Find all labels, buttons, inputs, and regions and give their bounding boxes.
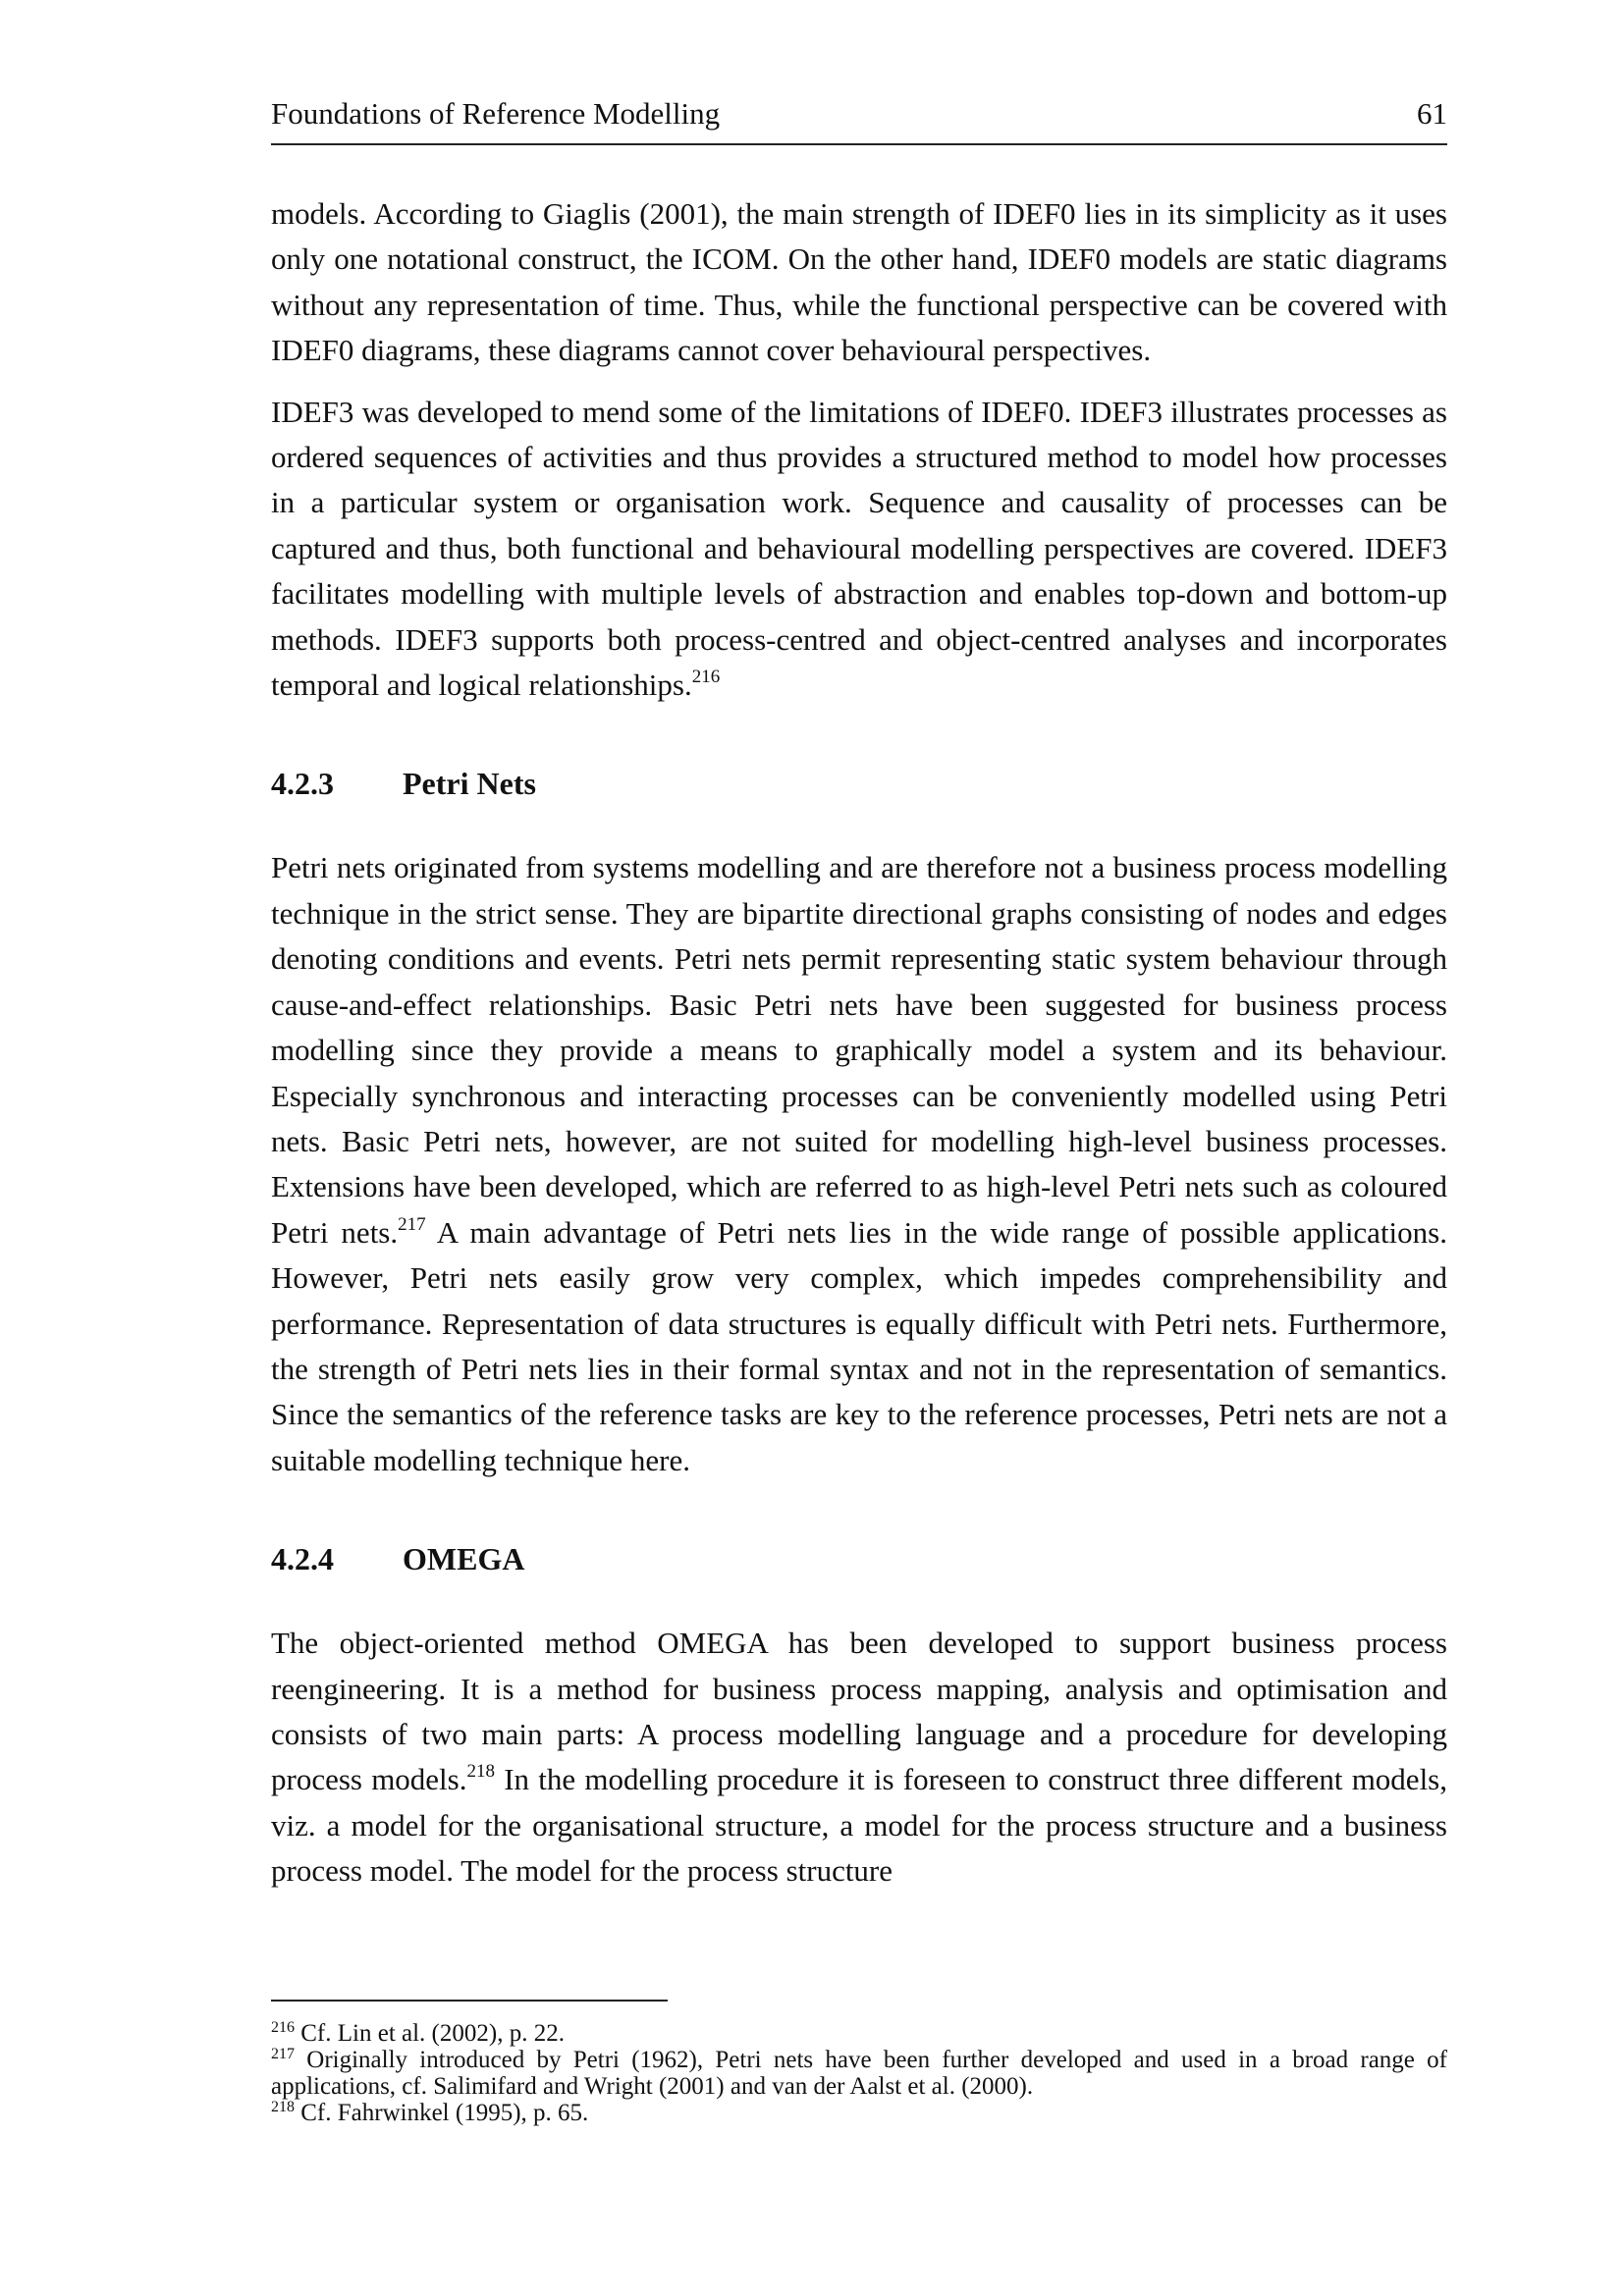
paragraph-text: Petri nets originated from systems modelling and are therefore not a business process modelling technique in the strict sense. They are bipartite directional graphs consisting of nodes and edges denoting conditions and events. Petri nets permit representing static system behaviour through cause-and-effect relationships. Basic Petri nets have been suggested for business process modelling since they provide a means to graphically model a system and its behaviour. Especially synchronous and interacting processes can be conveniently modelled using Petri nets. Basic Petri nets, however, are not suited for modelling high-level business processes. Extensions have been developed, which are referred to as high-level Petri nets such as coloured Petri nets. <box>271 850 1447 1250</box>
footnote-number: 217 <box>271 2046 295 2062</box>
footnote <box>271 2020 1447 2047</box>
footnote-ref: 217 <box>398 1213 426 1235</box>
paragraph <box>271 390 1447 709</box>
paragraph-text: models. According to Giaglis (2001), the main strength of IDEF0 lies in its simplicity as it uses only one notational construct, the ICOM. On the other hand, IDEF0 models are static diagrams without any representation of time. Thus, while the functional perspective can be covered with IDEF0 diagrams, these diagrams cannot cover behavioural perspectives. <box>271 196 1447 368</box>
paragraph <box>271 845 1447 1483</box>
paragraph-text: A main advantage of Petri nets lies in the wide range of possible applications. However, Petri nets easily grow very complex, which impedes comprehensibility and performance. Representation of data structures is equally difficult with Petri nets. Furthermore, the strength of Petri nets lies in their formal syntax and not in the representation of semantics. Since the semantics of the reference tasks are key to the reference processes, Petri nets are not a suitable modelling technique here. <box>271 1214 1447 1477</box>
footnote <box>271 2047 1447 2100</box>
footnote-divider <box>271 2000 668 2002</box>
header-title: Foundations of Reference Modelling <box>271 96 721 131</box>
section-heading-omega <box>271 1536 1447 1581</box>
paragraph-text: The object-oriented method OMEGA has been developed to support business process reengineering. It is a method for business process mapping, analysis and optimisation and consists of two main parts: A process modelling language and a procedure for developing process models. <box>271 1626 1447 1797</box>
paragraph-text: In the modelling procedure it is foreseen to construct three different models, viz. a model for the organisational structure, a model for the process structure and a business process model. The model for the process structure <box>271 1762 1447 1889</box>
section-title: OMEGA <box>403 1541 525 1577</box>
footnote-number: 216 <box>271 2019 295 2036</box>
footnote-text: Cf. Lin et al. (2002), p. 22. <box>295 2020 565 2047</box>
section-number: 4.2.3 <box>271 766 334 802</box>
running-header <box>271 94 1447 145</box>
paragraph-text: IDEF3 was developed to mend some of the limitations of IDEF0. IDEF3 illustrates processes as ordered sequences of activities and thus provides a structured method to model how processes in a particular system or organisation work. Sequence and causality of processes can be captured and thus, both functional and behavioural modelling perspectives are covered. IDEF3 facilitates modelling with multiple levels of abstraction and enables top-down and bottom-up methods. IDEF3 supports both process-centred and object-centred analyses and incorporates temporal and logical relationships. <box>271 394 1447 703</box>
footnote-text: Cf. Fahrwinkel (1995), p. 65. <box>295 2100 589 2126</box>
section-number: 4.2.4 <box>271 1541 334 1577</box>
footnotes <box>271 2020 1447 2126</box>
page-number: 61 <box>1417 96 1447 131</box>
section-heading-petri-nets <box>271 761 1447 806</box>
body-text <box>271 191 1447 1910</box>
footnote-ref: 216 <box>691 667 721 688</box>
paragraph <box>271 191 1447 374</box>
section-title: Petri Nets <box>403 766 536 802</box>
footnote <box>271 2100 1447 2126</box>
footnote-ref: 218 <box>466 1761 495 1783</box>
footnote-number: 218 <box>271 2099 295 2115</box>
paragraph <box>271 1621 1447 1894</box>
footnote-text: Originally introduced by Petri (1962), Petri nets have been further developed and used in a broad range of applications, cf. Salimifard and Wright (2001) and van der Aalst et al. (2000). <box>271 2047 1447 2100</box>
